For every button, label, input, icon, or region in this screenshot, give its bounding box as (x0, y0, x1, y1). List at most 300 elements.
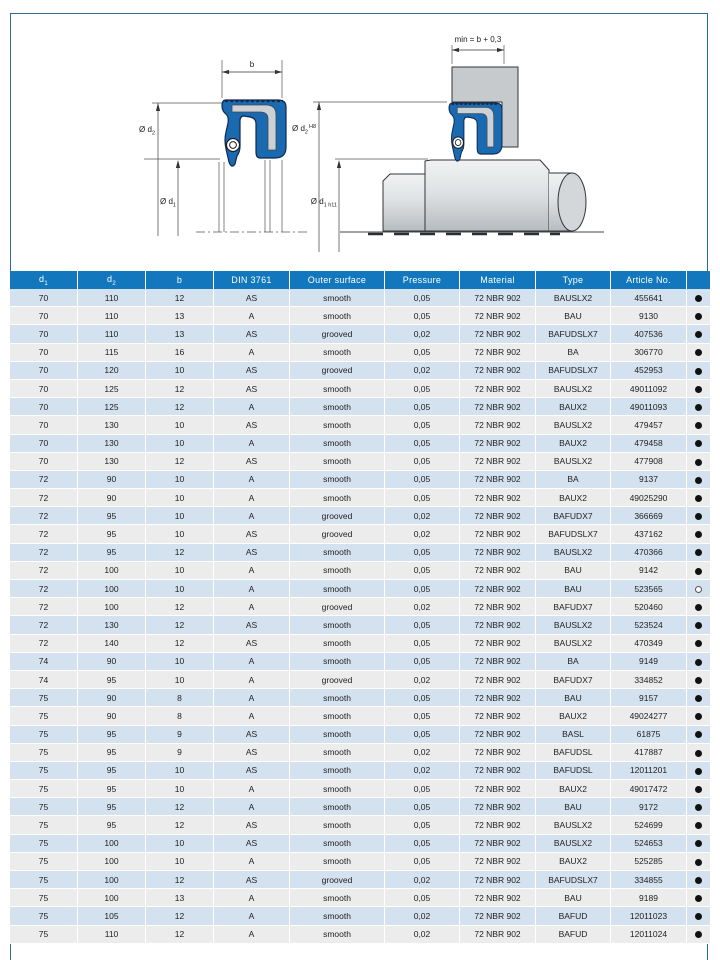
cell-availability (687, 835, 710, 853)
cell-b: 13 (146, 307, 214, 325)
cell-d2: 130 (78, 416, 146, 434)
cell-din: AS (214, 816, 290, 834)
table-row (10, 562, 710, 580)
cell-d2: 115 (78, 344, 146, 362)
cell-material: 72 NBR 902 (460, 798, 536, 816)
cell-b: 12 (146, 798, 214, 816)
cell-type: BAUSLX2 (536, 380, 611, 398)
cell-pressure: 0,05 (385, 416, 460, 434)
cell-pressure: 0,05 (385, 635, 460, 653)
cell-din: A (214, 598, 290, 616)
availability-dot-icon (695, 368, 702, 375)
cell-d1: 74 (10, 653, 78, 671)
availability-dot-icon (695, 859, 702, 866)
cell-b: 10 (146, 489, 214, 507)
cell-din: A (214, 707, 290, 725)
cell-d2: 120 (78, 362, 146, 380)
cell-material: 72 NBR 902 (460, 507, 536, 525)
cell-material: 72 NBR 902 (460, 653, 536, 671)
cell-article-no: 407536 (611, 325, 687, 343)
availability-dot-icon (695, 713, 702, 720)
cell-b: 10 (146, 507, 214, 525)
table-row (10, 544, 710, 562)
availability-dot-icon (695, 786, 702, 793)
cell-pressure: 0,05 (385, 835, 460, 853)
col-header-din: DIN 3761 (214, 271, 290, 289)
cell-b: 10 (146, 580, 214, 598)
cell-availability (687, 362, 710, 380)
cell-material: 72 NBR 902 (460, 453, 536, 471)
cell-b: 12 (146, 907, 214, 925)
cell-d1: 72 (10, 562, 78, 580)
cell-outer-surface: smooth (290, 835, 385, 853)
cell-din: A (214, 435, 290, 453)
cell-b: 10 (146, 362, 214, 380)
availability-dot-icon (695, 750, 702, 757)
cell-din: A (214, 344, 290, 362)
cell-pressure: 0,02 (385, 598, 460, 616)
cell-availability (687, 689, 710, 707)
cell-article-no: 523524 (611, 616, 687, 634)
cell-din: AS (214, 362, 290, 380)
cell-article-no: 520460 (611, 598, 687, 616)
table-row (10, 762, 710, 780)
cell-material: 72 NBR 902 (460, 744, 536, 762)
cell-article-no: 9172 (611, 798, 687, 816)
cell-d1: 75 (10, 926, 78, 944)
cell-outer-surface: smooth (290, 435, 385, 453)
availability-dot-icon (695, 931, 702, 938)
table-row (10, 307, 710, 325)
cell-type: BAFUDX7 (536, 507, 611, 525)
cell-article-no: 479457 (611, 416, 687, 434)
cell-article-no: 334855 (611, 871, 687, 889)
cell-b: 10 (146, 562, 214, 580)
cell-b: 10 (146, 416, 214, 434)
cell-outer-surface: smooth (290, 707, 385, 725)
cell-material: 72 NBR 902 (460, 489, 536, 507)
cell-d1: 75 (10, 907, 78, 925)
availability-dot-icon (695, 313, 702, 320)
cell-pressure: 0,05 (385, 653, 460, 671)
cell-d1: 75 (10, 762, 78, 780)
cell-din: A (214, 507, 290, 525)
col-header-pressure: Pressure (385, 271, 460, 289)
availability-dot-icon (695, 404, 702, 411)
cell-outer-surface: smooth (290, 744, 385, 762)
cell-pressure: 0,02 (385, 507, 460, 525)
cell-b: 10 (146, 853, 214, 871)
cell-pressure: 0,02 (385, 907, 460, 925)
cell-d1: 70 (10, 416, 78, 434)
cell-b: 10 (146, 435, 214, 453)
cell-d2: 110 (78, 926, 146, 944)
cell-d1: 70 (10, 289, 78, 307)
cell-d2: 110 (78, 307, 146, 325)
cell-type: BAFUDX7 (536, 671, 611, 689)
cell-material: 72 NBR 902 (460, 816, 536, 834)
table-row (10, 380, 710, 398)
cell-availability (687, 380, 710, 398)
table-row (10, 289, 710, 307)
table-row (10, 926, 710, 944)
cell-material: 72 NBR 902 (460, 926, 536, 944)
col-header-b: b (146, 271, 214, 289)
dim-label-b: b (249, 60, 255, 69)
cell-b: 12 (146, 598, 214, 616)
availability-dot-icon (695, 331, 702, 338)
cell-din: A (214, 580, 290, 598)
cell-outer-surface: smooth (290, 907, 385, 925)
cell-d1: 72 (10, 635, 78, 653)
cell-pressure: 0,02 (385, 325, 460, 343)
cell-material: 72 NBR 902 (460, 889, 536, 907)
cell-availability (687, 562, 710, 580)
cell-article-no: 437162 (611, 525, 687, 543)
availability-dot-icon (695, 604, 702, 611)
cell-d2: 140 (78, 635, 146, 653)
cell-type: BAUX2 (536, 780, 611, 798)
cell-type: BAFUD (536, 926, 611, 944)
cell-din: A (214, 907, 290, 925)
table-row (10, 635, 710, 653)
cell-outer-surface: smooth (290, 580, 385, 598)
cell-outer-surface: smooth (290, 726, 385, 744)
table-row (10, 471, 710, 489)
cell-outer-surface: smooth (290, 780, 385, 798)
cell-type: BAUSLX2 (536, 289, 611, 307)
cell-outer-surface: smooth (290, 380, 385, 398)
cell-d1: 75 (10, 871, 78, 889)
cell-d2: 100 (78, 562, 146, 580)
cell-din: A (214, 689, 290, 707)
cell-d1: 75 (10, 744, 78, 762)
cell-availability (687, 344, 710, 362)
cell-d2: 90 (78, 707, 146, 725)
cell-material: 72 NBR 902 (460, 762, 536, 780)
cell-type: BAUX2 (536, 398, 611, 416)
cell-outer-surface: smooth (290, 653, 385, 671)
cell-d1: 75 (10, 780, 78, 798)
cell-availability (687, 926, 710, 944)
cell-article-no: 524653 (611, 835, 687, 853)
cell-din: AS (214, 726, 290, 744)
cell-din: A (214, 671, 290, 689)
cell-din: A (214, 653, 290, 671)
cell-article-no: 9149 (611, 653, 687, 671)
cell-pressure: 0,05 (385, 544, 460, 562)
cell-outer-surface: smooth (290, 307, 385, 325)
cell-availability (687, 635, 710, 653)
table-row (10, 344, 710, 362)
cell-d2: 125 (78, 398, 146, 416)
cell-b: 13 (146, 889, 214, 907)
cell-outer-surface: grooved (290, 598, 385, 616)
table-row (10, 780, 710, 798)
cell-d1: 72 (10, 616, 78, 634)
cell-din: A (214, 307, 290, 325)
table-row (10, 507, 710, 525)
cell-availability (687, 544, 710, 562)
cell-availability (687, 816, 710, 834)
cell-d1: 72 (10, 580, 78, 598)
cell-type: BAU (536, 889, 611, 907)
cell-type: BAU (536, 798, 611, 816)
cell-din: AS (214, 744, 290, 762)
table-row (10, 816, 710, 834)
availability-dot-icon (695, 422, 702, 429)
cell-d1: 70 (10, 325, 78, 343)
cell-pressure: 0,05 (385, 435, 460, 453)
cell-article-no: 49025290 (611, 489, 687, 507)
cell-pressure: 0,02 (385, 525, 460, 543)
cell-pressure: 0,02 (385, 926, 460, 944)
cell-d2: 95 (78, 762, 146, 780)
cell-d2: 105 (78, 907, 146, 925)
cell-d2: 110 (78, 325, 146, 343)
cell-d2: 130 (78, 435, 146, 453)
cell-type: BAUSLX2 (536, 544, 611, 562)
cell-article-no: 479458 (611, 435, 687, 453)
cell-material: 72 NBR 902 (460, 471, 536, 489)
cell-pressure: 0,05 (385, 689, 460, 707)
cell-din: AS (214, 871, 290, 889)
cell-d2: 90 (78, 489, 146, 507)
cell-d2: 95 (78, 726, 146, 744)
cell-din: AS (214, 544, 290, 562)
availability-dot-icon (695, 295, 702, 302)
cell-pressure: 0,05 (385, 380, 460, 398)
availability-dot-icon (695, 386, 702, 393)
seal-spec-table (10, 271, 710, 944)
availability-dot-icon (695, 640, 702, 647)
cell-din: AS (214, 325, 290, 343)
cell-d1: 72 (10, 544, 78, 562)
cell-article-no: 524699 (611, 816, 687, 834)
cell-outer-surface: grooved (290, 362, 385, 380)
cell-article-no: 306770 (611, 344, 687, 362)
cell-material: 72 NBR 902 (460, 616, 536, 634)
cell-d2: 95 (78, 507, 146, 525)
cell-article-no: 334852 (611, 671, 687, 689)
cell-din: AS (214, 380, 290, 398)
cell-d2: 90 (78, 471, 146, 489)
cell-article-no: 366669 (611, 507, 687, 525)
cell-pressure: 0,05 (385, 707, 460, 725)
cell-type: BA (536, 471, 611, 489)
cell-type: BAUX2 (536, 489, 611, 507)
col-header-outer-surface: Outer surface (290, 271, 385, 289)
cell-type: BAFUDX7 (536, 598, 611, 616)
dim-label-d2: Ø $d_2$ (139, 125, 155, 137)
cell-din: A (214, 471, 290, 489)
cell-pressure: 0,05 (385, 889, 460, 907)
table-row (10, 325, 710, 343)
availability-dot-icon (695, 549, 702, 556)
cell-availability (687, 762, 710, 780)
cell-d1: 72 (10, 471, 78, 489)
cell-d1: 70 (10, 380, 78, 398)
cell-article-no: 12011201 (611, 762, 687, 780)
table-row (10, 362, 710, 380)
cell-material: 72 NBR 902 (460, 525, 536, 543)
cell-outer-surface: grooved (290, 871, 385, 889)
availability-dot-icon (695, 768, 702, 775)
availability-dot-icon (695, 440, 702, 447)
cell-pressure: 0,05 (385, 471, 460, 489)
cell-b: 9 (146, 744, 214, 762)
cell-d1: 75 (10, 707, 78, 725)
cell-pressure: 0,05 (385, 453, 460, 471)
cell-outer-surface: smooth (290, 816, 385, 834)
cell-type: BAU (536, 562, 611, 580)
cell-availability (687, 416, 710, 434)
cell-b: 12 (146, 289, 214, 307)
cell-availability (687, 435, 710, 453)
cell-b: 10 (146, 471, 214, 489)
cell-material: 72 NBR 902 (460, 398, 536, 416)
cell-type: BAU (536, 689, 611, 707)
cell-outer-surface: smooth (290, 616, 385, 634)
cell-outer-surface: smooth (290, 798, 385, 816)
dim-label-d2-h8: Ø $d_2^{H8}$ (292, 124, 316, 136)
cell-outer-surface: smooth (290, 635, 385, 653)
cell-d2: 100 (78, 889, 146, 907)
availability-dot-icon (695, 822, 702, 829)
availability-dot-icon (695, 731, 702, 738)
cell-d2: 100 (78, 871, 146, 889)
cell-type: BAUX2 (536, 853, 611, 871)
diagram-seal-mounted (292, 35, 604, 252)
table-row (10, 671, 710, 689)
col-header-material: Material (460, 271, 536, 289)
cell-pressure: 0,02 (385, 871, 460, 889)
cell-outer-surface: smooth (290, 398, 385, 416)
col-header-article-no: Article No. (611, 271, 687, 289)
cell-din: AS (214, 416, 290, 434)
cell-availability (687, 616, 710, 634)
cell-material: 72 NBR 902 (460, 907, 536, 925)
cell-outer-surface: smooth (290, 289, 385, 307)
cell-outer-surface: smooth (290, 416, 385, 434)
table-row (10, 871, 710, 889)
cell-din: A (214, 780, 290, 798)
cell-material: 72 NBR 902 (460, 580, 536, 598)
cell-material: 72 NBR 902 (460, 544, 536, 562)
cell-type: BAFUDSL (536, 744, 611, 762)
cell-availability (687, 453, 710, 471)
cell-d1: 72 (10, 507, 78, 525)
diagram-seal-section (139, 60, 308, 236)
col-header-d2: $d_2$ (78, 271, 146, 289)
cell-din: A (214, 889, 290, 907)
cell-b: 10 (146, 653, 214, 671)
col-header-availability (687, 271, 710, 289)
cell-outer-surface: smooth (290, 562, 385, 580)
col-header-type: Type (536, 271, 611, 289)
cell-d1: 70 (10, 307, 78, 325)
cell-article-no: 9130 (611, 307, 687, 325)
cell-pressure: 0,05 (385, 798, 460, 816)
cell-din: AS (214, 453, 290, 471)
cell-pressure: 0,02 (385, 744, 460, 762)
cell-article-no: 9137 (611, 471, 687, 489)
availability-dot-icon (695, 495, 702, 502)
table-row (10, 653, 710, 671)
cell-article-no: 525285 (611, 853, 687, 871)
cell-din: A (214, 926, 290, 944)
availability-dot-icon (695, 840, 702, 847)
cell-d2: 90 (78, 689, 146, 707)
cell-material: 72 NBR 902 (460, 635, 536, 653)
cell-d1: 75 (10, 726, 78, 744)
cell-pressure: 0,02 (385, 762, 460, 780)
cell-outer-surface: grooved (290, 325, 385, 343)
cell-article-no: 9142 (611, 562, 687, 580)
cell-pressure: 0,02 (385, 671, 460, 689)
cell-material: 72 NBR 902 (460, 598, 536, 616)
cell-din: AS (214, 289, 290, 307)
cell-d2: 100 (78, 835, 146, 853)
cell-pressure: 0,05 (385, 489, 460, 507)
cell-availability (687, 907, 710, 925)
table-row (10, 616, 710, 634)
dim-label-d1-h11: Ø $d_1$ h11 (310, 197, 337, 209)
cell-b: 12 (146, 926, 214, 944)
cell-material: 72 NBR 902 (460, 416, 536, 434)
cell-material: 72 NBR 902 (460, 853, 536, 871)
cell-d1: 75 (10, 889, 78, 907)
table-row (10, 726, 710, 744)
cell-b: 16 (146, 344, 214, 362)
cell-availability (687, 289, 710, 307)
table-row (10, 853, 710, 871)
cell-article-no: 417887 (611, 744, 687, 762)
cell-type: BAUSLX2 (536, 616, 611, 634)
cell-article-no: 9157 (611, 689, 687, 707)
cell-availability (687, 307, 710, 325)
cell-d2: 130 (78, 453, 146, 471)
table-row (10, 689, 710, 707)
table-header (10, 271, 710, 289)
technical-diagrams (0, 0, 720, 265)
table-row (10, 907, 710, 925)
cell-din: AS (214, 835, 290, 853)
cell-type: BAUSLX2 (536, 635, 611, 653)
cell-availability (687, 398, 710, 416)
cell-b: 10 (146, 671, 214, 689)
cell-pressure: 0,05 (385, 562, 460, 580)
cell-type: BASL (536, 726, 611, 744)
availability-dot-icon (695, 513, 702, 520)
cell-type: BAUSLX2 (536, 453, 611, 471)
cell-din: A (214, 398, 290, 416)
cell-article-no: 9189 (611, 889, 687, 907)
cell-d1: 75 (10, 689, 78, 707)
cell-d1: 70 (10, 435, 78, 453)
cell-type: BAUSLX2 (536, 816, 611, 834)
availability-dot-icon (695, 531, 702, 538)
cell-b: 12 (146, 453, 214, 471)
cell-d1: 75 (10, 816, 78, 834)
cell-pressure: 0,05 (385, 307, 460, 325)
cell-b: 12 (146, 816, 214, 834)
cell-d1: 75 (10, 835, 78, 853)
cell-material: 72 NBR 902 (460, 362, 536, 380)
cell-d2: 95 (78, 798, 146, 816)
cell-d2: 95 (78, 780, 146, 798)
cell-b: 13 (146, 325, 214, 343)
